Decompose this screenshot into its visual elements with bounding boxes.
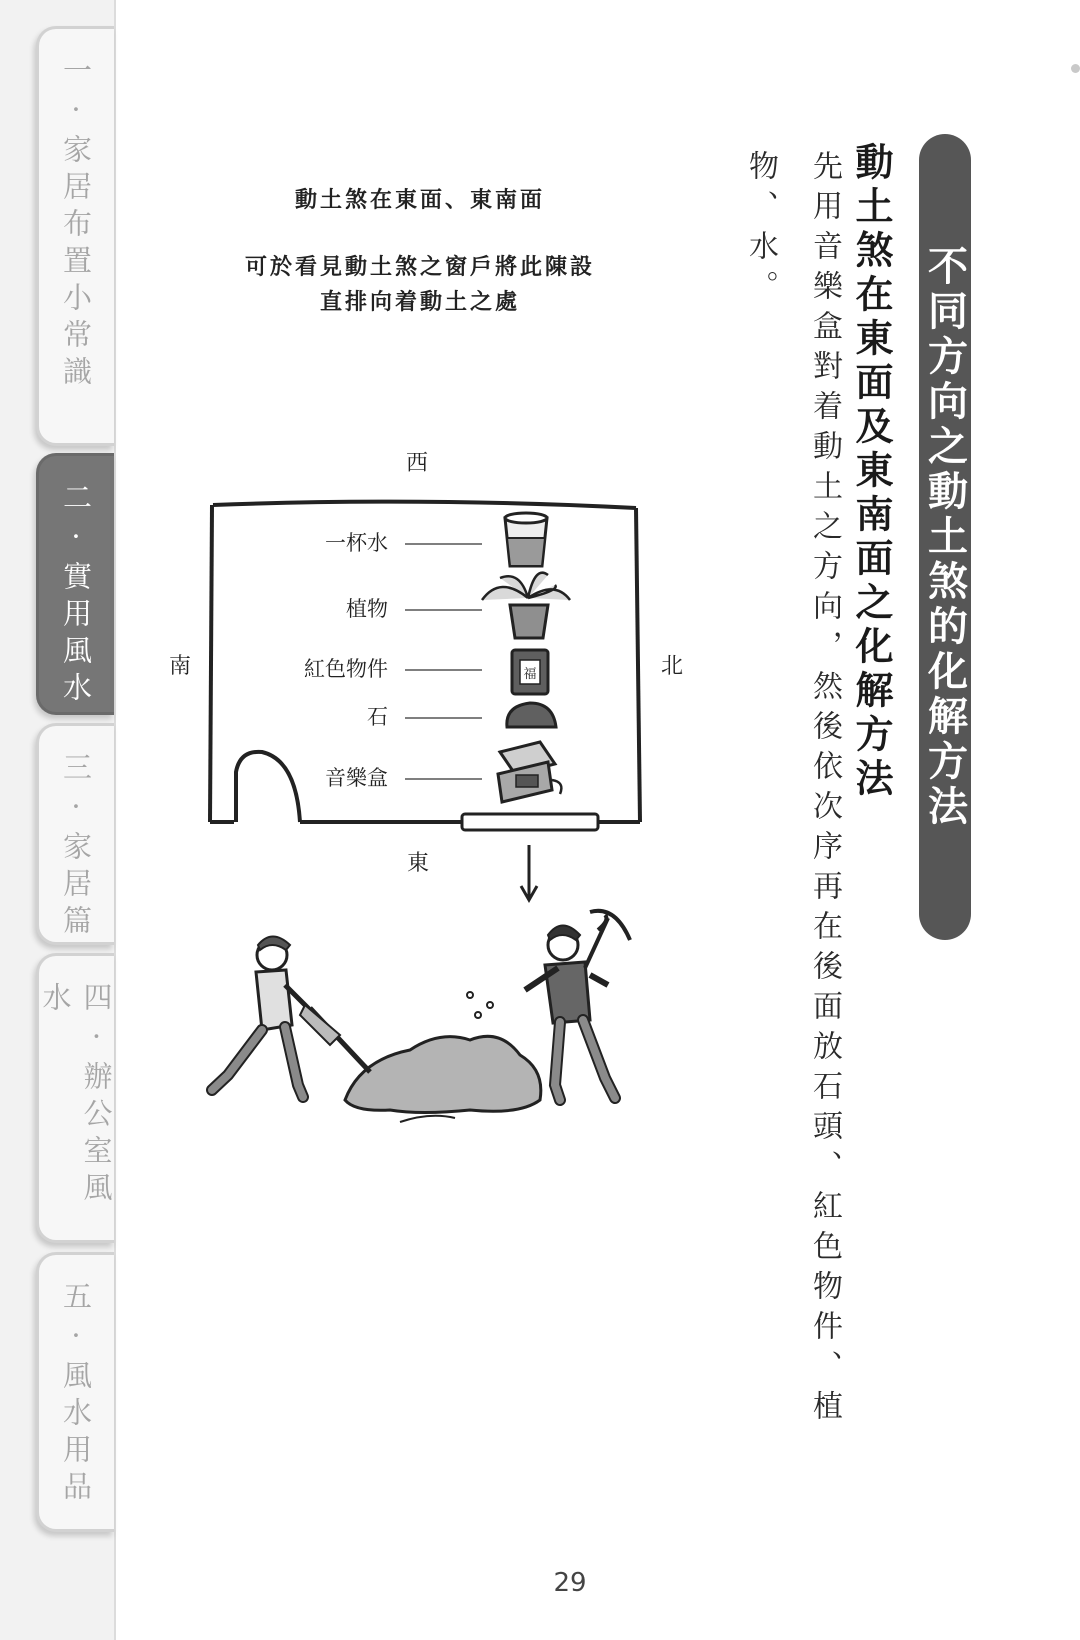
body-column-2: 物、水。 xyxy=(743,150,778,310)
item-label-plant: 植物 xyxy=(346,597,388,621)
item-label-water: 一杯水 xyxy=(325,531,388,555)
section-title: 不同方向之動土煞的化解方法 xyxy=(919,134,971,940)
window-icon xyxy=(462,814,598,830)
item-label-music-box: 音樂盒 xyxy=(325,766,388,790)
music-box-icon xyxy=(498,742,561,802)
dir-east-label: 東 xyxy=(406,851,430,876)
item-label-red-object: 紅色物件 xyxy=(304,657,388,681)
fu-character: 福 xyxy=(523,667,537,682)
dir-north-label: 北 xyxy=(660,654,684,679)
figure-caption-1: 動土煞在東面、東南面 xyxy=(294,188,545,213)
tab-chapter-4[interactable]: 四·辦公室風水 xyxy=(36,953,114,1243)
plant-icon xyxy=(482,573,570,638)
red-object-icon xyxy=(512,650,548,694)
figure-caption-3: 直排向着動土之處 xyxy=(319,290,520,315)
construction-illustration xyxy=(212,911,630,1122)
figure-caption-2: 可於看見動土煞之窗戶將此陳設 xyxy=(244,255,595,280)
section-subtitle: 動土煞在東面及東南面之化解方法 xyxy=(849,142,893,802)
door-icon xyxy=(236,752,300,822)
stone-icon xyxy=(507,703,556,727)
room-wall-north xyxy=(636,508,640,822)
water-cup-icon xyxy=(505,513,547,566)
tab-chapter-1[interactable]: 一·家居布置小常識 xyxy=(36,26,114,446)
tab-chapter-2[interactable]: 二·實用風水 xyxy=(36,453,114,715)
tab-chapter-5[interactable]: 五·風水用品 xyxy=(36,1252,114,1532)
tab-chapter-3[interactable]: 三·家居篇 xyxy=(36,723,114,945)
item-label-stone: 石 xyxy=(367,705,388,729)
room-wall-south xyxy=(210,505,212,822)
worker-left-figure xyxy=(212,937,370,1098)
worker-right-figure xyxy=(525,911,630,1100)
room-wall-west xyxy=(213,502,636,508)
page-number: 29 xyxy=(553,1568,587,1598)
body-column-1: 先用音樂盒對着動土之方向，然後依次序再在後面放石頭、紅色物件、植 xyxy=(807,150,842,1430)
dir-south-label: 南 xyxy=(168,654,192,679)
dir-west-label: 西 xyxy=(405,451,429,476)
